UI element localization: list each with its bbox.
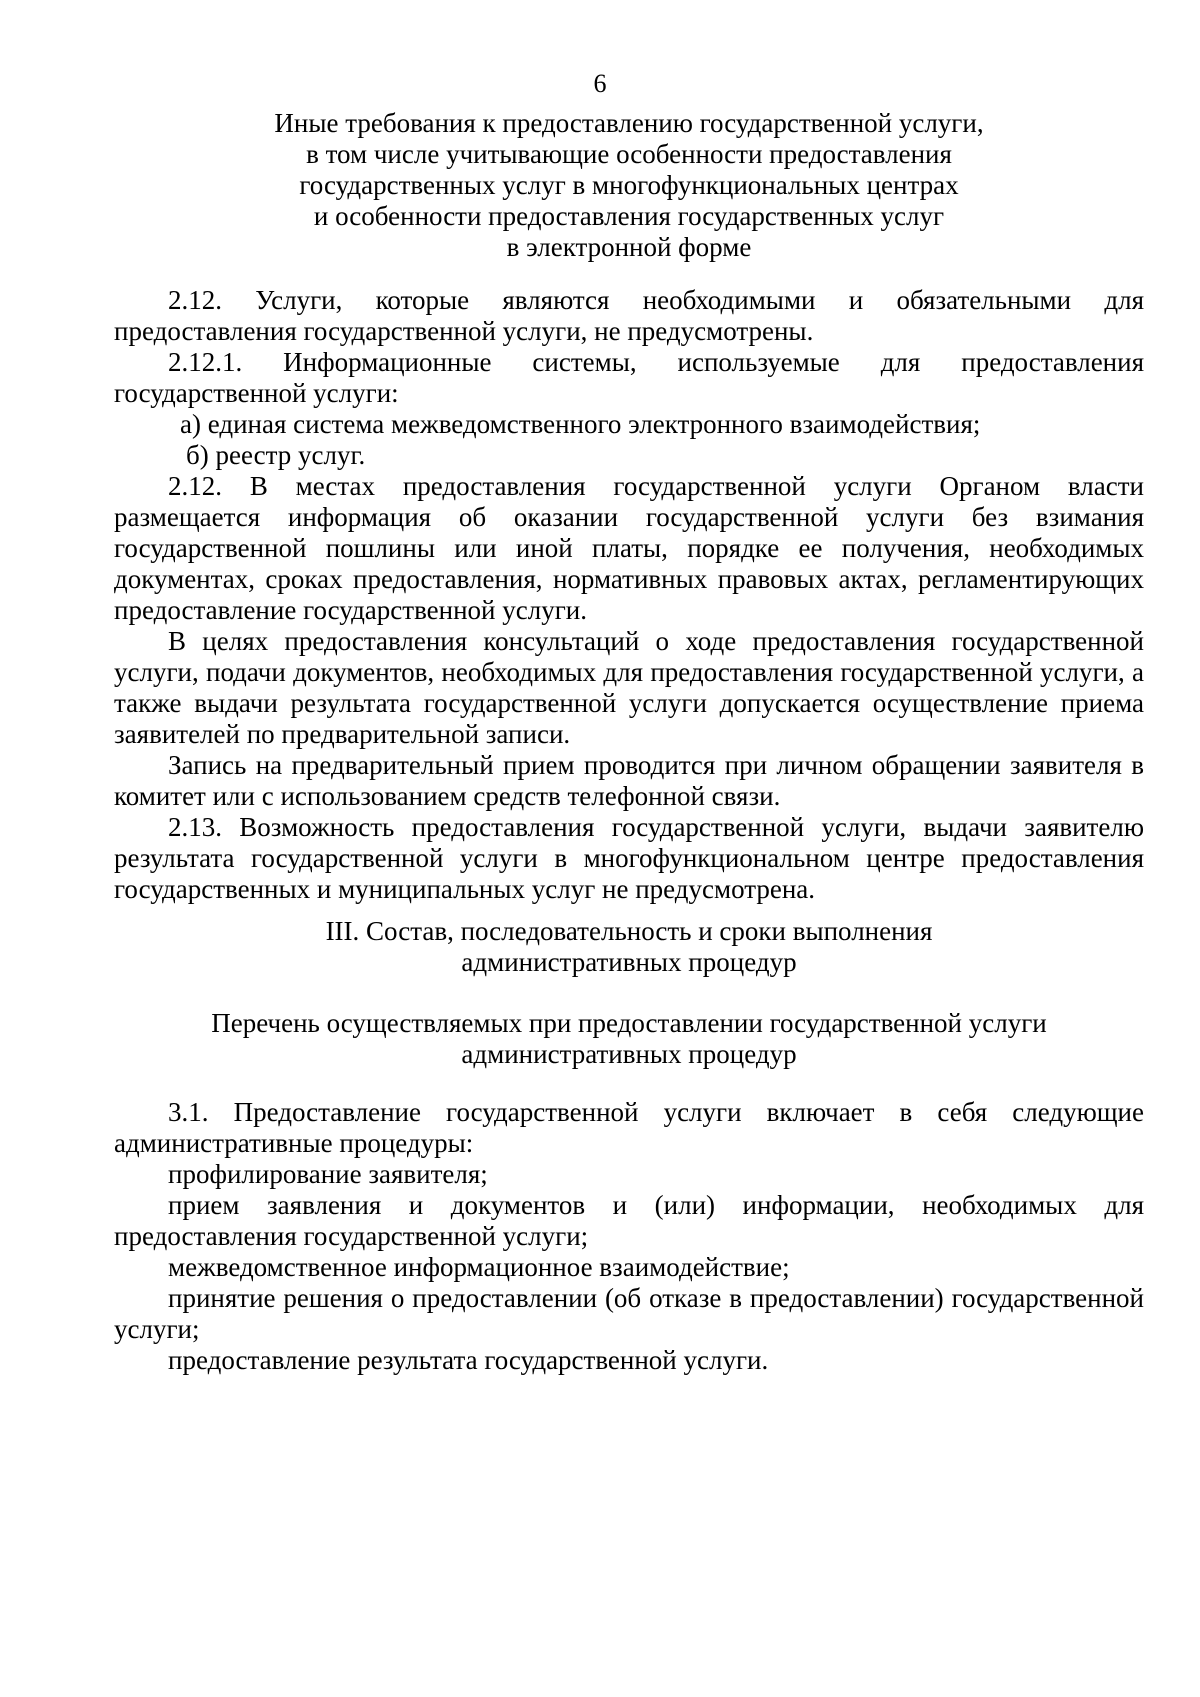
paragraph-2-12-places: 2.12. В местах предоставления государственной услуги Органом власти размещается информация об оказании государственной услуги без взимания государственной пошлины или иной платы, порядке ее получения, необходимых документах, сроках предоставления, нормативных правовых актах, регламентирующих предоставление государственной услуги.: [114, 471, 1144, 625]
page-number: 6: [593, 69, 607, 98]
heading-line: Иные требования к предоставлению государственной услуги,: [274, 108, 984, 138]
procedure-item: профилирование заявителя;: [168, 1159, 488, 1189]
list-item-b: б) реестр услуг.: [186, 440, 366, 470]
list-item-a: а) единая система межведомственного электронного взаимодействия;: [180, 409, 981, 439]
procedure-item: принятие решения о предоставлении (об отказе в предоставлении) государственной услуги;: [114, 1283, 1144, 1344]
heading-other-requirements: [114, 108, 1144, 263]
procedure-item: прием заявления и документов и (или) информации, необходимых для предоставления государственной услуги;: [114, 1190, 1144, 1251]
paragraph-3-1: 3.1. Предоставление государственной услуги включает в себя следующие административные процедуры:: [114, 1097, 1144, 1158]
heading-line: в электронной форме: [506, 232, 752, 262]
heading-line: государственных услуг в многофункциональных центрах: [299, 170, 959, 200]
procedure-item: межведомственное информационное взаимодействие;: [168, 1252, 790, 1282]
paragraph-2-12: 2.12. Услуги, которые являются необходимыми и обязательными для предоставления государственной услуги, не предусмотрены.: [114, 285, 1144, 346]
paragraph-2-12-1: 2.12.1. Информационные системы, используемые для предоставления государственной услуги:: [114, 347, 1144, 408]
heading-line: в том числе учитывающие особенности предоставления: [306, 139, 952, 169]
heading-line: административных процедур: [461, 947, 797, 977]
heading-line: Перечень осуществляемых при предоставлении государственной услуги: [211, 1008, 1047, 1038]
heading-section-3: [114, 916, 1144, 978]
heading-line: III. Состав, последовательность и сроки выполнения: [325, 916, 933, 946]
heading-procedures-list: [114, 1008, 1144, 1070]
paragraph-appointment: Запись на предварительный прием проводится при личном обращении заявителя в комитет или с использованием средств телефонной связи.: [114, 750, 1144, 811]
procedure-item: предоставление результата государственной услуги.: [168, 1345, 769, 1375]
paragraph-consultations: В целях предоставления консультаций о ходе предоставления государственной услуги, подачи документов, необходимых для предоставления государственной услуги, а также выдачи результата государственной услуги допускается осуществление приема заявителей по предварительной записи.: [114, 626, 1144, 749]
section-2-body: [114, 285, 1144, 905]
heading-line: и особенности предоставления государственных услуг: [313, 201, 945, 231]
section-3-body: [114, 1097, 1144, 1376]
paragraph-2-13: 2.13. Возможность предоставления государственной услуги, выдачи заявителю результата государственной услуги в многофункциональном центре предоставления государственных и муниципальных услуг не предусмотрена.: [114, 812, 1144, 904]
heading-line: административных процедур: [461, 1039, 797, 1069]
